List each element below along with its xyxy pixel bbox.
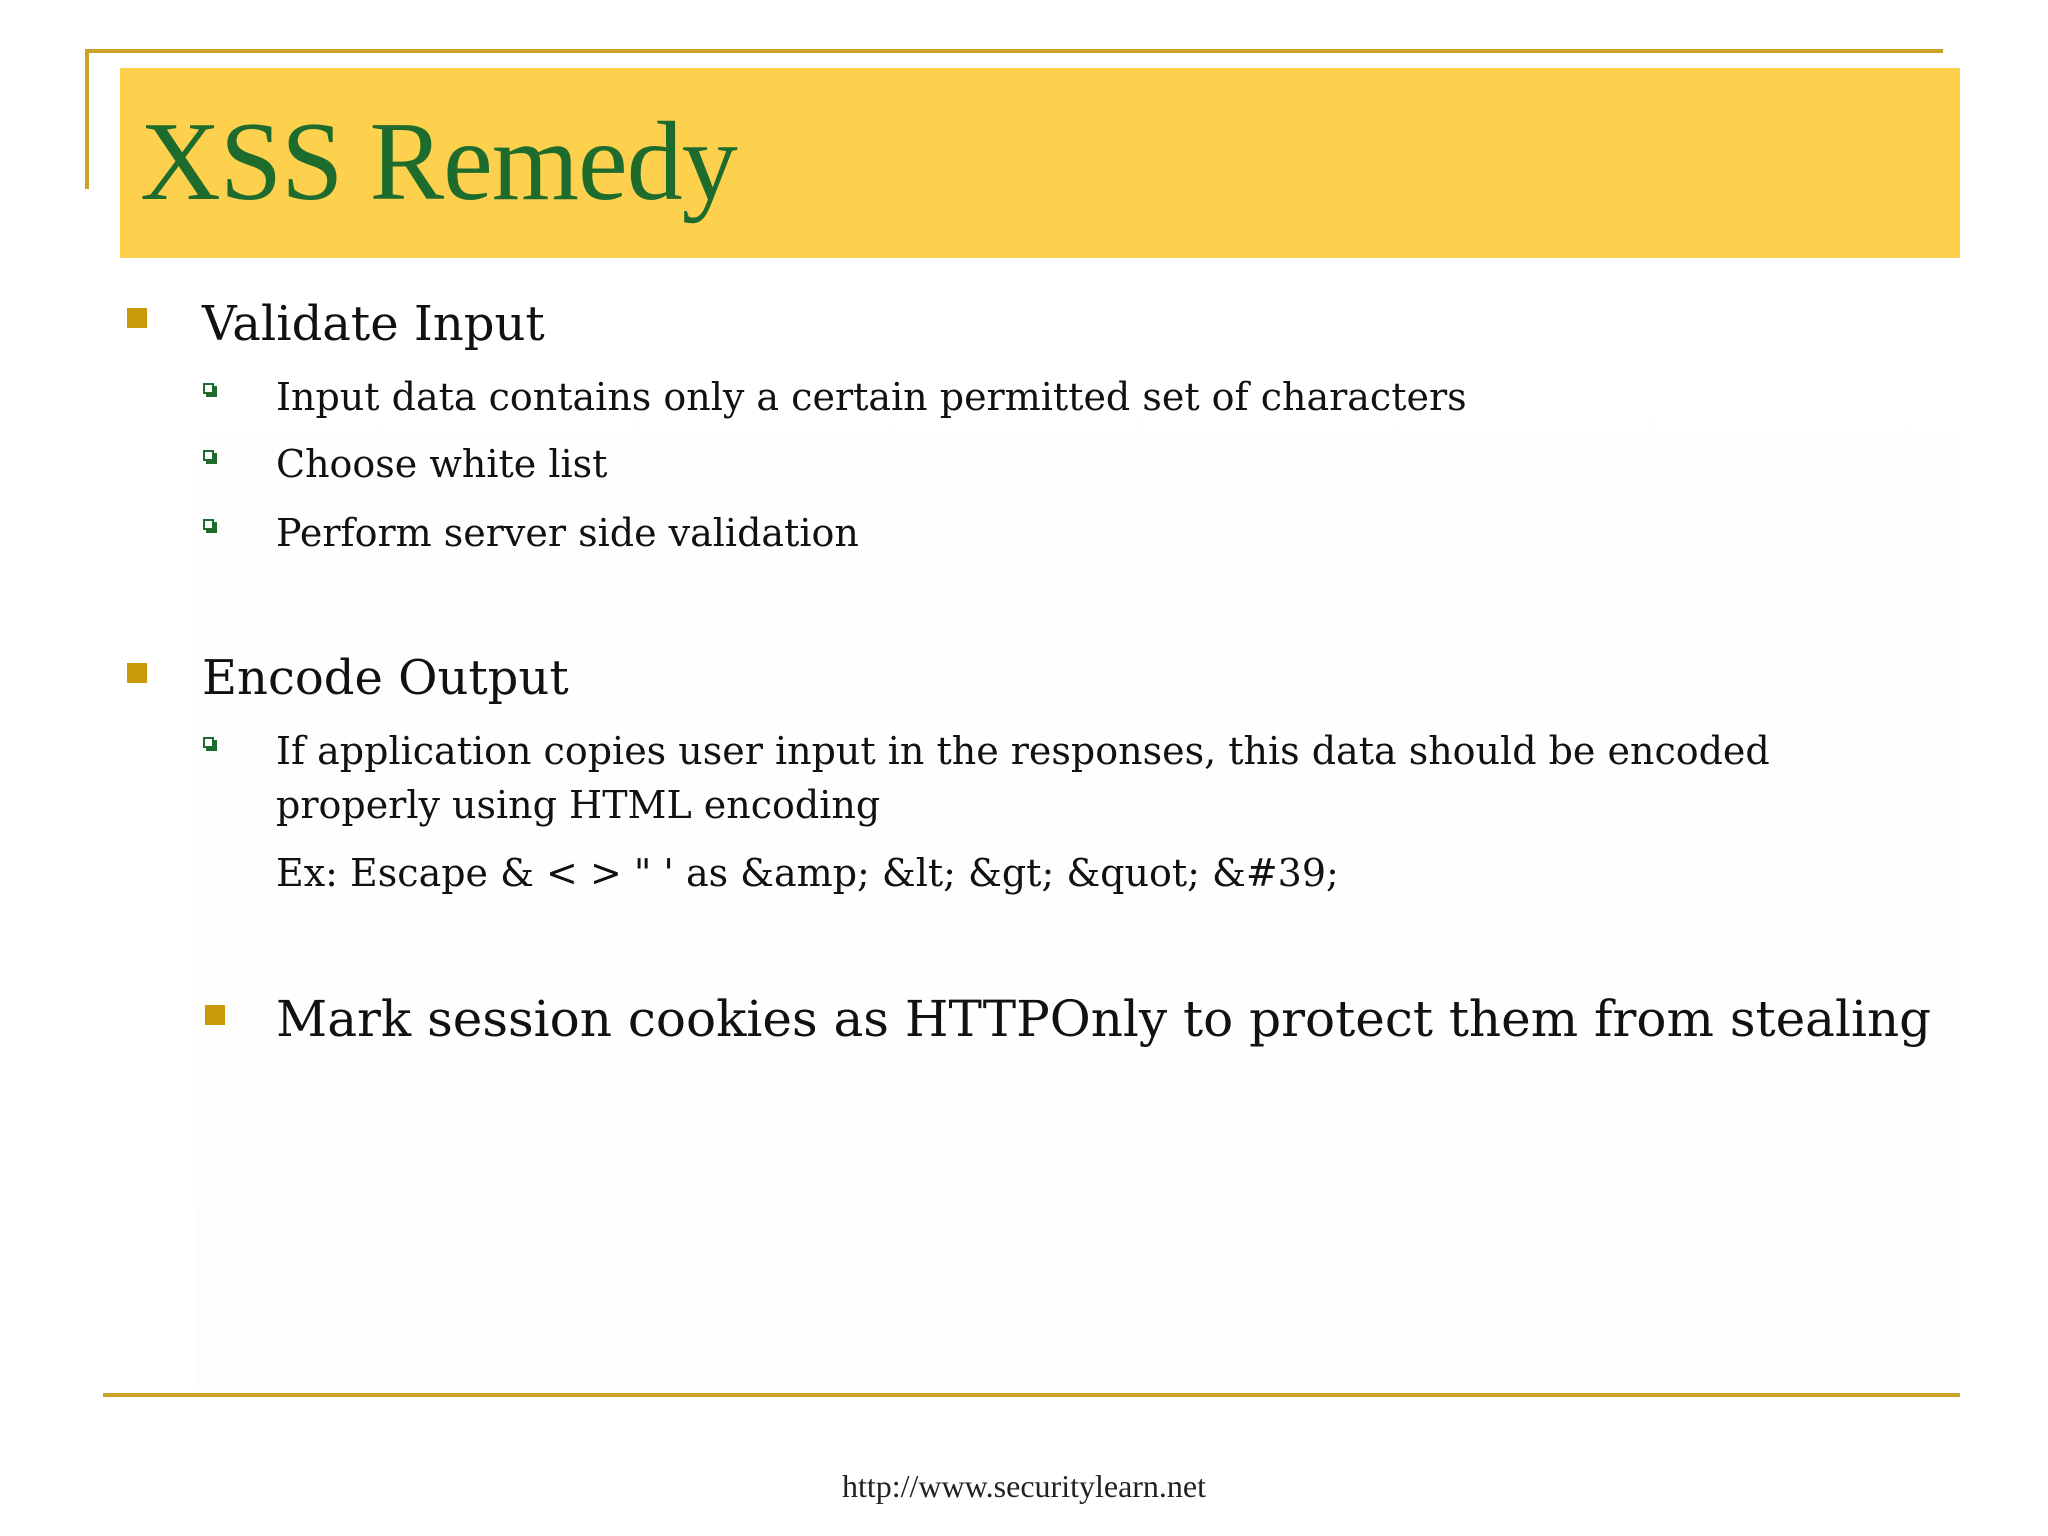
square-bullet-icon	[127, 663, 147, 683]
list-item-continuation: properly using HTML encoding	[276, 783, 881, 827]
square-bullet-icon	[127, 308, 147, 328]
checkbox-bullet-icon	[203, 383, 214, 394]
httponly-cookies-point: Mark session cookies as HTTPOnly to protect them from stealing	[276, 990, 1932, 1048]
checkbox-bullet-icon	[203, 450, 214, 461]
footer-rule	[103, 1393, 1960, 1397]
frame-top-rule	[85, 49, 1943, 53]
frame-left-rule	[85, 49, 89, 189]
list-item: Input data contains only a certain permitted set of characters	[276, 375, 1467, 419]
checkbox-bullet-icon	[203, 519, 214, 530]
section-heading-validate-input: Validate Input	[202, 296, 545, 352]
section-heading-encode-output: Encode Output	[202, 650, 569, 706]
footer-url: http://www.securitylearn.net	[841, 1468, 1207, 1504]
list-item: If application copies user input in the responses, this data should be encoded	[276, 729, 1770, 773]
square-bullet-icon	[205, 1005, 225, 1025]
list-item: Perform server side validation	[276, 511, 859, 555]
encoding-example: Ex: Escape & < > " ' as &amp; &lt; &gt; &quot; &#39;	[276, 851, 1339, 895]
checkbox-bullet-icon	[203, 737, 214, 748]
list-item: Choose white list	[276, 442, 608, 486]
slide-title: XSS Remedy	[140, 100, 737, 224]
